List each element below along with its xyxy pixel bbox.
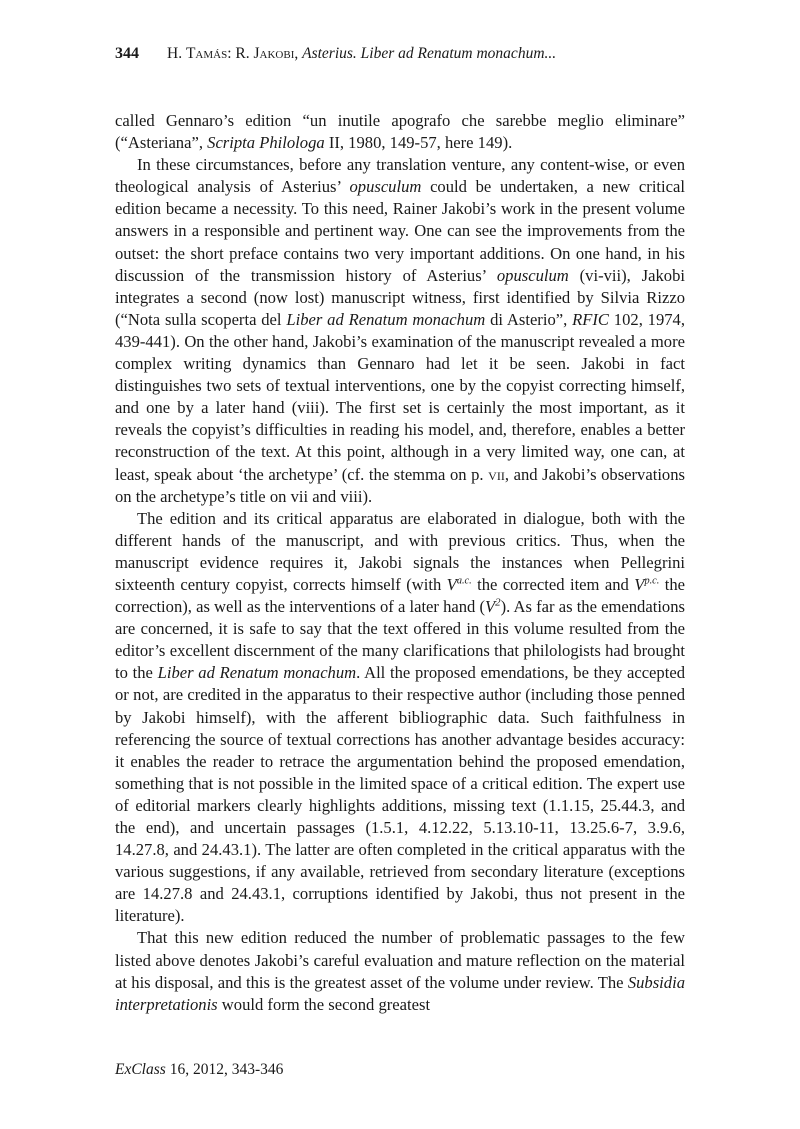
body-text [115,110,685,1016]
italic-title: Liber ad Renatum monachum [157,663,357,683]
journal-citation-detail: 16, 2012, 343-346 [165,1061,284,1078]
text-run: II, 1980, 149-57, here 149). [324,133,513,153]
superscript-siglum: a.c. [456,575,472,587]
superscript-siglum: p.c. [644,575,660,587]
text-run: could be undertaken, a new critical edition became a necessity. To this need, Rainer Jakobi’s work in the present volume answers in a responsible and pertinent way. One can see the improvements from the outset: the short preface contains two very important additions. On one hand, in his discussion of the transmission history of Asterius’ [115,177,685,285]
para-conclusion [115,927,685,1015]
footer-citation [115,1060,283,1080]
text-run: ). As far as the emendations are concerned, it is safe to say that the text offered in this volume resulted from the editor’s excellent discernment of the many clarifications that philologists had brought to the [115,597,685,683]
superscript-siglum: 2 [495,596,501,609]
text-run: . All the proposed emendations, be they accepted or not, are credited in the apparatus to their respective author (including those penned by Jakobi himself), with the afferent bibliographic data. Such faithfulness in referencing the source of textual corrections has another advantage besides accuracy: it enables the reader to retrace the argumentation behind the proposed emendation, something that is not possible in the limited space of a critical edition. The expert use of editorial markers clearly highlights additions, missing text (1.1.15, 25.44.3, and the end), and uncertain passages (1.5.1, 4.12.22, 5.13.10-11, 13.25.6-7, 3.9.6, 14.27.8, and 24.43.1). The latter are often completed in the critical apparatus with the various suggestions, if any available, retrieved from secondary literature (exceptions are 14.27.8 and 24.43.1, corruptions identified by Jakobi, thus not present in the literature). [115,663,685,926]
journal-name: ExClass [115,1061,166,1078]
text-run: , and Jakobi’s observations on the archetype’s title on vii and viii). [115,464,685,506]
para-apparatus [115,508,685,928]
running-head [115,44,685,64]
text-run: The edition and its critical apparatus are elaborated in dialogue, both with the different hands of the manuscript, and with previous critics. Thus, when the manuscript evidence requires it, Jakobi signals the instances when Pellegrini sixteenth century copyist, corrects himself (with [115,508,685,594]
reviewed-work-title: Asterius. Liber ad Renatum monachum... [302,45,557,62]
italic-title: V [634,574,645,594]
para-new-edition [115,154,685,508]
running-head-separator: : [227,45,236,62]
text-run: the correction), as well as the interventions of a later hand ( [115,574,686,617]
italic-title: V [446,574,457,594]
text-run: di Asterio”, [485,309,573,329]
reviewed-author-surname: Jakobi [253,45,295,62]
review-author-surname: Tamás [185,45,228,62]
text-run: In these circumstances, before any translation venture, any content-wise, or even theological analysis of Asterius’ [115,155,685,197]
italic-title: Subsidia interpretationis [115,972,685,1014]
reviewed-author-initial: R. [235,45,250,62]
text-run: (vi-vii), Jakobi integrates a second (now lost) manuscript witness, first identified by Silvia Rizzo (“Nota sulla scoperta del [115,265,685,329]
text-run: That this new edition reduced the number of problematic passages to the few listed above denotes Jakobi’s careful evaluation and mature reflection on the material at his disposal, and this is the greatest asset of the volume under review. The [115,928,685,992]
review-author-initial: H. [167,45,183,62]
italic-title: Scripta Philologa [207,133,325,153]
page-number: 344 [115,45,139,62]
para-gennaro-citation [115,110,685,154]
small-caps-numeral: vii [488,464,505,484]
italic-title: RFIC [572,309,609,329]
italic-title: Liber ad Renatum monachum [286,309,486,329]
text-run: called Gennaro’s edition “un inutile apografo che sarebbe meglio eliminare” (“Asteriana”, [115,111,685,153]
text-run: the corrected item and [471,574,635,594]
italic-title: opusculum [349,177,422,197]
text-run: would form the second greatest [217,994,431,1014]
text-run: 102, 1974, 439-441). On the other hand, Jakobi’s examination of the manuscript revealed a more complex writing dynamics than Gennaro had let it be seen. Jakobi in fact distinguishes two sets of textual interventions, one by the copyist correcting himself, and one by a later hand (viii). The first set is certainly the most important, as it reveals the copyist’s difficulties in reading his model, and, therefore, enables a better reconstruction of the text. At this point, although in a very limited way, one can, at least, speak about ‘the archetype’ (cf. the stemma on p. [115,309,686,484]
italic-title: V [485,597,496,617]
running-head-comma: , [294,45,303,62]
italic-title: opusculum [496,265,569,285]
